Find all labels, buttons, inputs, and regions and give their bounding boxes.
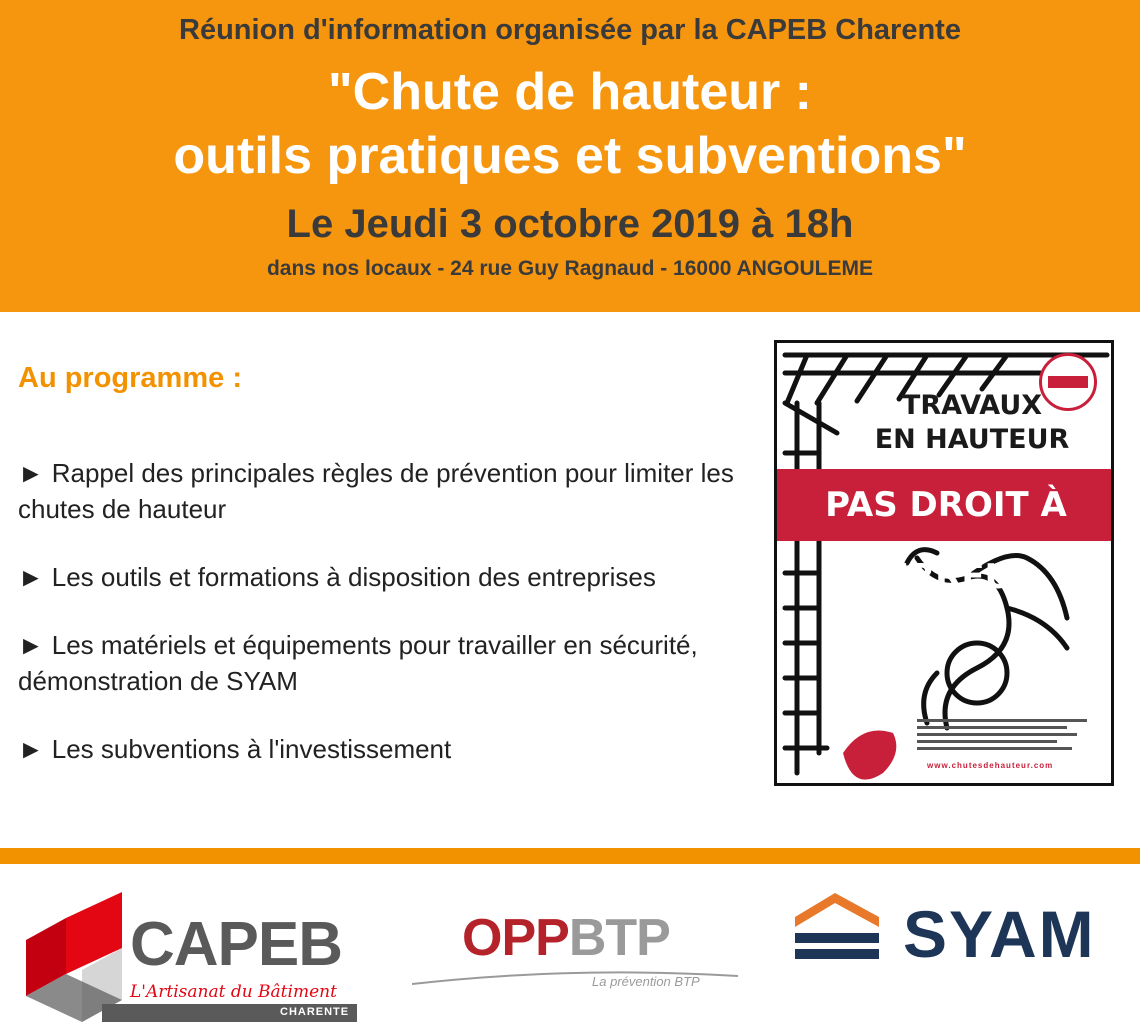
oppbtp-wordmark-opp: OPP <box>462 909 569 967</box>
event-title-line-1: "Chute de hauteur : <box>328 63 812 121</box>
arrow-icon: ► <box>18 630 44 660</box>
campaign-poster <box>774 340 1114 786</box>
event-title <box>0 60 1140 188</box>
oppbtp-logo <box>412 910 742 1000</box>
arrow-icon: ► <box>18 734 44 764</box>
program-item <box>18 627 758 699</box>
event-address: dans nos locaux - 24 rue Guy Ragnaud - 16000 ANGOULEME <box>266 257 874 280</box>
event-date: Le Jeudi 3 octobre 2019 à 18h <box>286 202 854 246</box>
event-title-line-2: outils pratiques et subventions" <box>173 127 967 185</box>
poster-banner: PAS DROIT À L'ERREUR <box>774 469 1114 541</box>
oppbtp-wordmark <box>462 910 670 966</box>
program-section <box>18 362 758 799</box>
capeb-wordmark: CAPEB <box>130 910 343 979</box>
poster-url: www.chutesdehauteur.com <box>927 761 1054 770</box>
syam-mark-icon <box>795 893 885 973</box>
poster-title-line-2: EN HAUTEUR <box>874 424 1070 455</box>
footer-divider <box>0 848 1140 864</box>
program-item <box>18 731 758 767</box>
capeb-region: CHARENTE <box>280 1006 350 1018</box>
program-item-text: Les outils et formations à disposition des entreprises <box>51 562 656 592</box>
oppbtp-wordmark-btp: BTP <box>568 909 670 967</box>
header-banner <box>0 0 1140 312</box>
program-item <box>18 559 758 595</box>
syam-wordmark: SYAM <box>903 897 1096 971</box>
poster-title <box>867 389 1077 457</box>
syam-logo <box>795 893 1115 973</box>
program-heading: Au programme : <box>18 362 242 394</box>
oppbtp-tagline: La prévention BTP <box>592 974 700 989</box>
arrow-icon: ► <box>18 562 44 592</box>
program-item-text: Les subventions à l'investissement <box>51 734 452 764</box>
poster-title-line-1: TRAVAUX <box>901 390 1043 421</box>
program-item <box>18 455 758 527</box>
program-item-text: Rappel des principales règles de prévention pour limiter les chutes de hauteur <box>18 458 734 524</box>
capeb-logo <box>22 888 367 1028</box>
capeb-tagline: L'Artisanat du Bâtiment <box>130 982 337 1002</box>
poster-fine-print-icon <box>917 715 1097 754</box>
organizer-line: Réunion d'information organisée par la CAPEB Charente <box>179 14 961 46</box>
arrow-icon: ► <box>18 458 44 488</box>
program-item-text: Les matériels et équipements pour travailler en sécurité, démonstration de SYAM <box>18 630 698 696</box>
